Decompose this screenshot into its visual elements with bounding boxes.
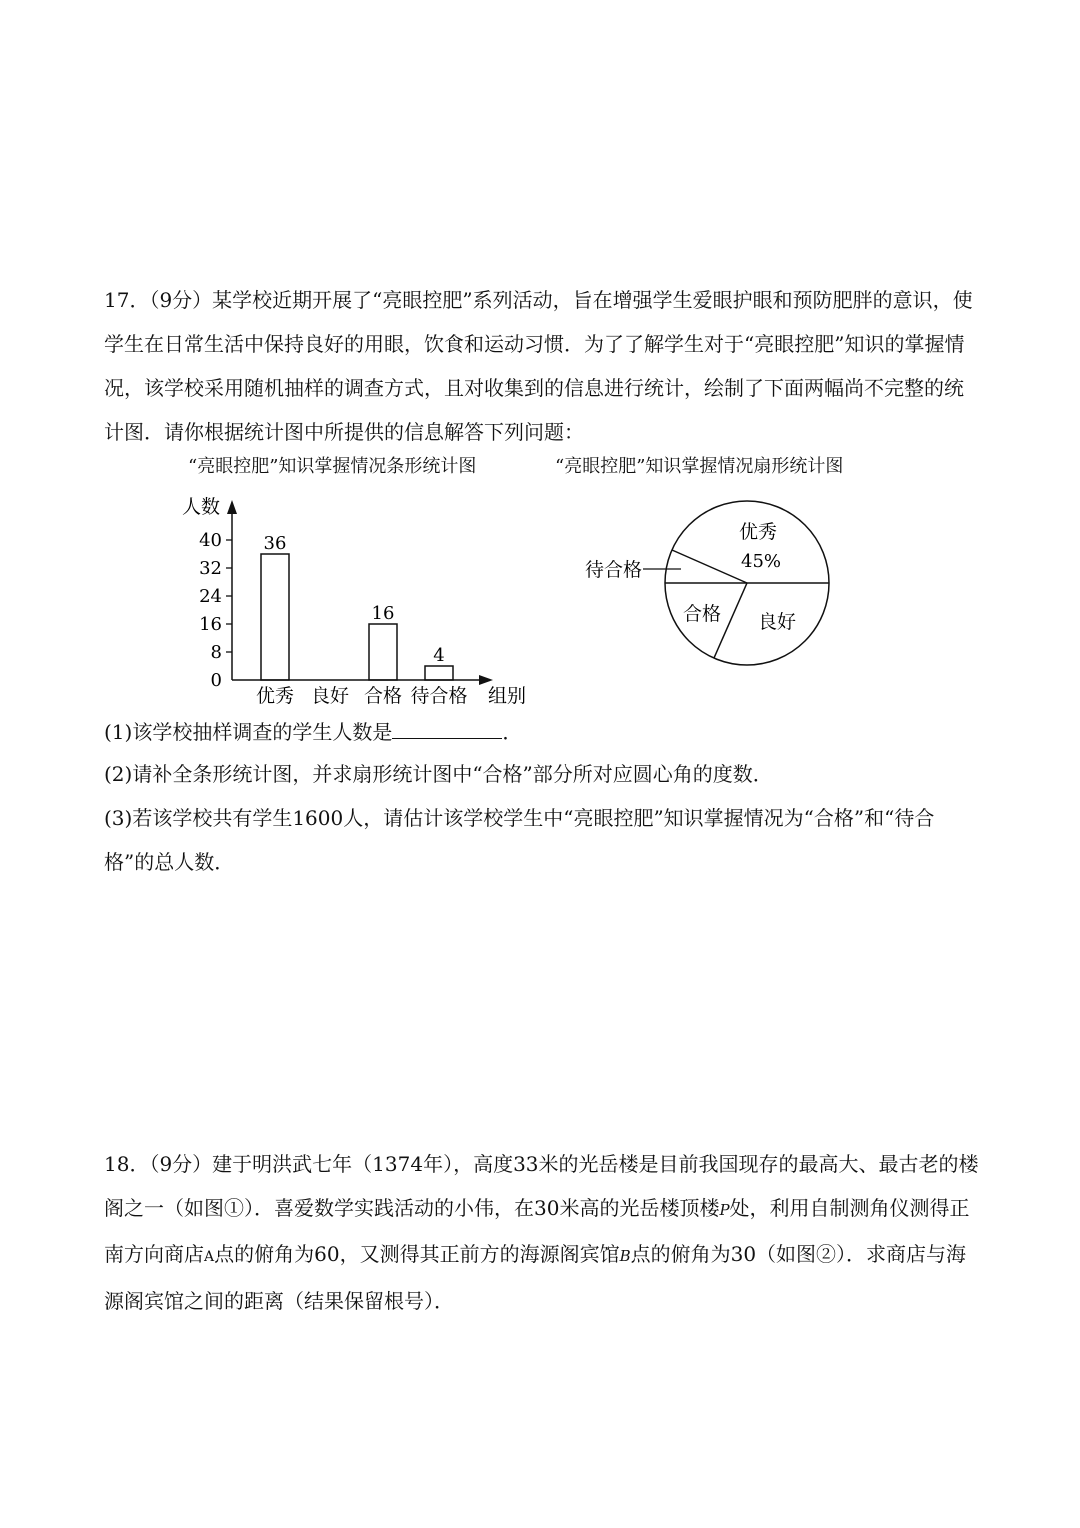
point-b: B (619, 1247, 631, 1265)
bar-value-label: 16 (371, 603, 395, 624)
point-p: P (719, 1201, 730, 1219)
q17-sub1 (104, 716, 984, 747)
bar-2 (369, 624, 397, 680)
q17-sub2: (2)请补全条形统计图，并求扇形统计图中“合格”部分所对应圆心角的度数． (104, 762, 773, 786)
q17-intro: 17．（9分）某学校近期开展了“亮眼控肥”系列活动，旨在增强学生爱眼护眼和预防肥胖的意识，使学生在日常生活中保持良好的用眼，饮食和运动习惯．为了了解学生对于“亮眼控肥”知识的掌握情况，该学校采用随机抽样的调查方式，且对收集到的信息进行统计，绘制了下面两幅尚不完整的统计图．请你根据统计图中所提供的信息解答下列问题： (104, 288, 973, 444)
pie-label-qualified: 合格 (683, 603, 722, 625)
y-tick-label: 0 (210, 670, 222, 691)
q18-text-b: 处，利用自制测角仪测得正南方向商店 (104, 1196, 970, 1266)
x-category-label: 良好 (310, 685, 350, 707)
q17-sub3: (3)若该学校共有学生1600人，请估计该学校学生中“亮眼控肥”知识掌握情况为“合格”和“待合格”的总人数． (104, 806, 935, 874)
q17-sub1-text: (1)该学校抽样调查的学生人数是 (104, 720, 393, 744)
pie-label-excellent: 优秀 (739, 521, 778, 543)
bar-3 (425, 666, 453, 680)
q18-text-d: 点的俯角为30（如图②）．求商店与海源阁宾馆之间的距离（结果保留根号）． (104, 1242, 967, 1313)
pie-chart (575, 498, 845, 668)
y-axis-arrow (227, 500, 237, 514)
x-category-label: 优秀 (255, 685, 295, 707)
x-axis-label: 组别 (488, 685, 527, 707)
bar-value-label: 4 (433, 645, 445, 666)
y-tick-label: 40 (199, 530, 222, 551)
bar-value-label: 36 (263, 533, 287, 554)
x-axis-arrow (479, 675, 493, 685)
y-tick-label: 24 (199, 586, 222, 607)
pie-divider-pending (672, 550, 747, 583)
y-axis-label: 人数 (182, 496, 221, 518)
x-category-label: 合格 (363, 685, 403, 707)
pie-chart-caption: “亮眼控肥”知识掌握情况扇形统计图 (555, 456, 844, 477)
pie-label-good: 良好 (758, 611, 797, 633)
bar-chart-caption: “亮眼控肥”知识掌握情况条形统计图 (188, 456, 477, 477)
bar-chart (170, 490, 540, 710)
y-tick-label: 8 (210, 642, 222, 663)
q18-text (104, 1142, 980, 1323)
pie-value-excellent: 45% (741, 551, 782, 572)
bar-0 (261, 554, 289, 680)
q18-text-a: 18．（9分）建于明洪武七年（1374年），高度33米的光岳楼是目前我国现存的最高大、最古老的楼阁之一（如图①）．喜爱数学实践活动的小伟，在30米高的光岳楼顶楼 (104, 1152, 979, 1220)
answer-blank (392, 716, 502, 739)
pie-label-pending: 待合格 (585, 559, 643, 581)
q17-sub1-end: ． (502, 720, 523, 744)
x-category-label: 待合格 (410, 685, 468, 707)
y-tick-label: 16 (199, 614, 222, 635)
q18-text-c: 点的俯角为60，又测得其正前方的海源阁宾馆 (214, 1242, 620, 1266)
point-a: A (204, 1249, 215, 1265)
y-tick-label: 32 (199, 558, 222, 579)
